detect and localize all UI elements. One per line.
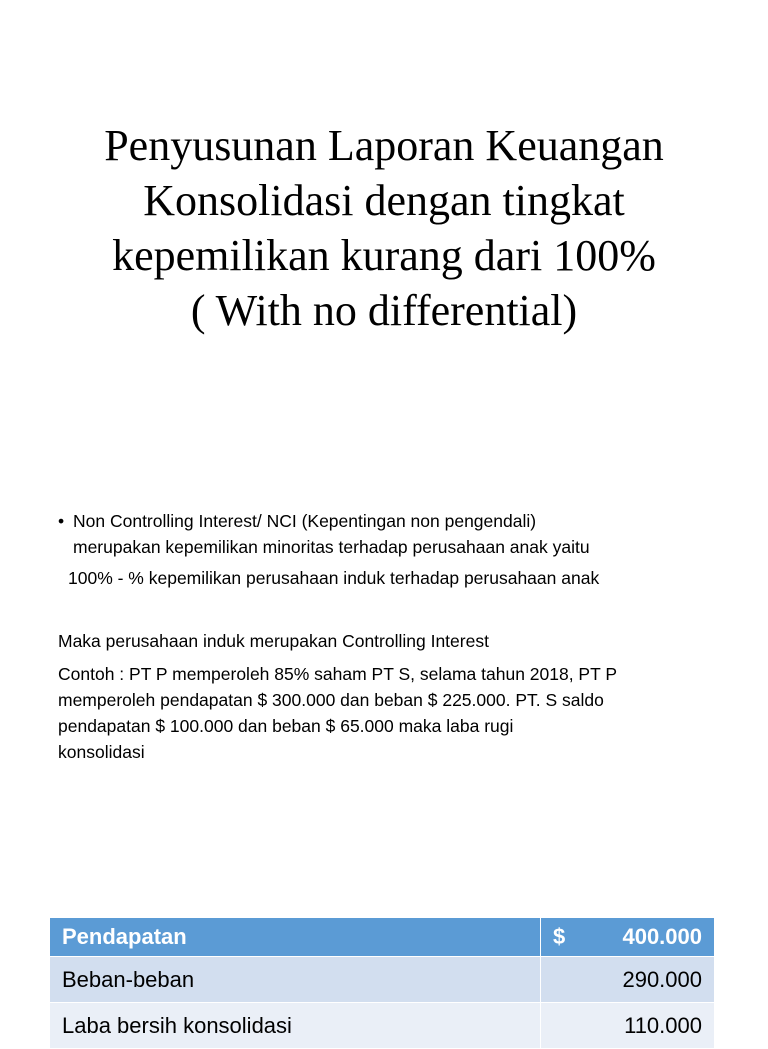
example-paragraph — [58, 661, 617, 765]
table-row — [50, 1003, 715, 1049]
row-value — [541, 918, 715, 957]
title-line-2: Konsolidasi dengan tingkat — [143, 176, 625, 225]
row-value — [541, 1003, 715, 1049]
example-line-4: konsolidasi — [58, 742, 145, 762]
example-line-3: pendapatan $ 100.000 dan beban $ 65.000 maka laba rugi — [58, 716, 514, 736]
slide-title — [40, 118, 728, 338]
example-line-1: Contoh : PT P memperoleh 85% saham PT S, selama tahun 2018, PT P — [58, 664, 618, 684]
row-amount: 110.000 — [624, 1012, 702, 1038]
example-line-2: memperoleh pendapatan $ 300.000 dan beban $ 225.000. PT. S saldo — [58, 690, 604, 710]
consolidated-income-table — [49, 917, 715, 1049]
row-label: Beban-beban — [50, 957, 541, 1003]
title-line-3: kepemilikan kurang dari 100% — [112, 231, 656, 280]
table-row — [50, 957, 715, 1003]
bullet-line-2: merupakan kepemilikan minoritas terhadap perusahaan anak yaitu — [73, 537, 590, 557]
table-row — [50, 918, 715, 957]
row-value — [541, 957, 715, 1003]
nci-bullet — [58, 508, 590, 560]
title-line-4: ( With no differential) — [190, 286, 578, 335]
controlling-interest-text: Maka perusahaan induk merupakan Controlling Interest — [58, 631, 489, 651]
nci-formula: 100% - % kepemilikan perusahaan induk terhadap perusahaan anak — [68, 568, 600, 588]
row-amount: 290.000 — [622, 966, 702, 992]
row-label: Pendapatan — [50, 918, 541, 957]
bullet-line-1: Non Controlling Interest/ NCI (Kepentingan non pengendali) — [73, 511, 537, 531]
row-label: Laba bersih konsolidasi — [50, 1003, 541, 1049]
currency-symbol: $ — [553, 924, 566, 949]
title-line-1: Penyusunan Laporan Keuangan — [104, 121, 664, 170]
row-amount: 400.000 — [622, 924, 702, 949]
bullet-dot-icon: • — [58, 511, 65, 531]
